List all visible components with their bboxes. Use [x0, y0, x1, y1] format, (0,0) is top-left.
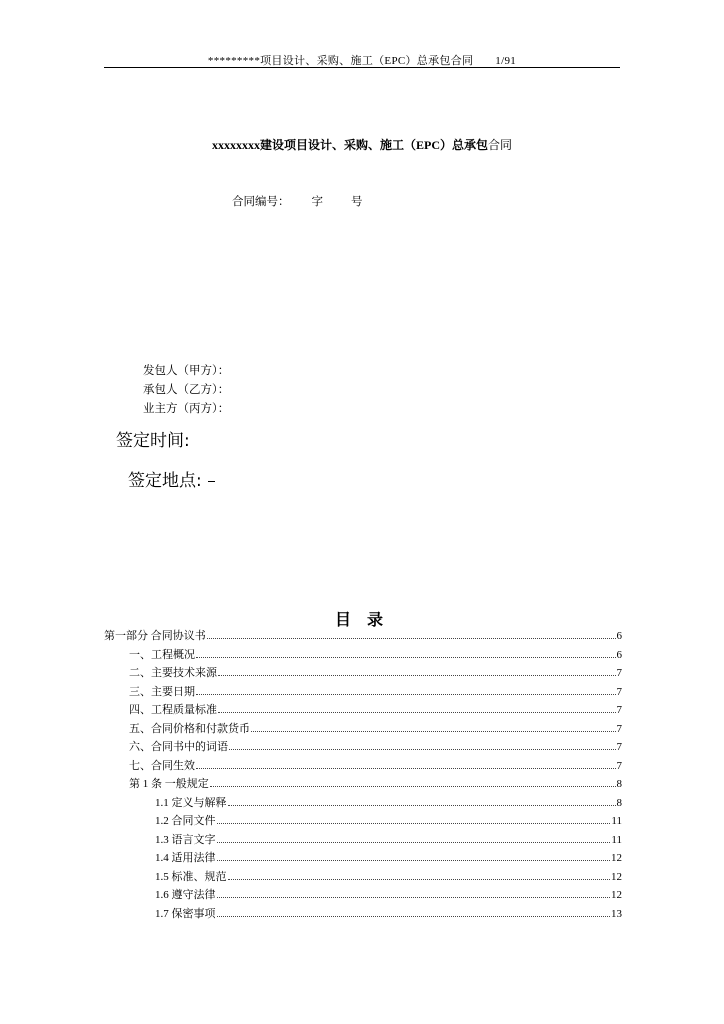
toc-entry[interactable] [155, 849, 622, 867]
toc-entry-page: 7 [616, 722, 622, 735]
toc-entry[interactable] [129, 701, 622, 719]
header-divider [104, 67, 620, 68]
toc-entry-title: 一、工程概况 [129, 648, 195, 661]
toc-leader-dots [207, 638, 616, 639]
toc-entry-title: 1.2 合同文件 [155, 815, 216, 827]
toc-leader-dots [217, 842, 611, 843]
toc-entry[interactable] [155, 905, 622, 923]
toc-entry-title: 1.1 定义与解释 [155, 796, 227, 809]
toc-entry-page: 12 [611, 870, 622, 883]
document-title-suffix: 合同 [488, 138, 513, 152]
toc-entry-title: 三、主要日期 [129, 685, 195, 698]
header-page-number: 1/91 [495, 55, 517, 67]
toc-entry-page: 11 [611, 833, 622, 846]
toc-entry-title: 四、工程质量标准 [129, 704, 217, 716]
toc-entry-title: 六、合同书中的词语 [129, 741, 228, 753]
toc-entry-title: 1.5 标准、规范 [155, 870, 227, 883]
toc-entry[interactable] [155, 886, 622, 904]
toc-entry-page: 12 [611, 852, 622, 864]
toc-entry-page: 8 [616, 796, 622, 809]
toc-leader-dots [228, 805, 616, 806]
toc-entry[interactable] [155, 794, 622, 812]
toc-leader-dots [196, 694, 616, 695]
contract-number-label: 合同编号： [232, 196, 290, 208]
toc-entry-page: 7 [616, 685, 622, 698]
toc-entry-title: 七、合同生效 [129, 759, 195, 772]
toc-entry-title: 五、合同价格和付款货币 [129, 722, 250, 735]
toc-entry-page: 7 [616, 704, 622, 716]
party-owner: 业主方（丙方）： [143, 403, 230, 415]
toc-entry-page: 7 [616, 759, 622, 772]
document-title-main: 建设项目设计、采购、施工（EPC）总承包 [259, 138, 488, 152]
toc-entry[interactable] [129, 775, 622, 793]
document-title-prefix: xxxxxxxx [211, 138, 260, 152]
header-title: *********项目设计、采购、施工（EPC）总承包合同 [207, 55, 474, 67]
signing-place [128, 466, 215, 491]
toc-leader-dots [217, 897, 611, 898]
toc-leader-dots [218, 712, 616, 713]
toc-entry-page: 13 [611, 907, 622, 920]
toc-entry[interactable] [129, 738, 622, 756]
toc-entry-title: 第一部分 合同协议书 [104, 630, 206, 642]
toc-leader-dots [217, 860, 611, 861]
toc-entry-title: 第 1 条 一般规定 [129, 778, 209, 790]
toc-heading: 目 录 [334, 612, 389, 629]
toc-entry-title: 二、主要技术来源 [129, 667, 217, 679]
contract-number [232, 193, 363, 209]
page-header [0, 52, 724, 68]
toc-entry[interactable] [129, 757, 622, 775]
signing-time [116, 426, 190, 451]
toc-entry-page: 6 [616, 630, 622, 642]
signing-place-label: 签定地点: [128, 471, 202, 491]
party-employer: 发包人（甲方）： [143, 365, 230, 377]
toc-entry[interactable] [155, 831, 622, 849]
toc-entry-page: 11 [611, 815, 622, 827]
toc-entry[interactable] [155, 868, 622, 886]
toc-entry[interactable] [129, 646, 622, 664]
toc-entry-page: 7 [616, 667, 622, 679]
toc-entry-page: 12 [611, 889, 622, 901]
toc-entry[interactable] [129, 720, 622, 738]
toc-entry[interactable] [129, 683, 622, 701]
contract-number-hao: 号 [351, 196, 363, 208]
signing-place-blank [208, 466, 215, 482]
toc-leader-dots [196, 768, 616, 769]
toc-entry-title: 1.4 适用法律 [155, 852, 216, 864]
toc-entry[interactable] [104, 627, 622, 645]
party-contractor: 承包人（乙方）： [143, 384, 230, 396]
signing-time-label: 签定时间: [116, 431, 190, 451]
toc-entry-title: 1.7 保密事项 [155, 907, 216, 920]
contract-number-zi: 字 [311, 196, 323, 208]
toc-leader-dots [196, 657, 616, 658]
toc-leader-dots [210, 786, 616, 787]
toc-entry[interactable] [129, 664, 622, 682]
toc-leader-dots [217, 916, 611, 917]
toc-entry[interactable] [155, 812, 622, 830]
toc-leader-dots [251, 731, 616, 732]
toc-leader-dots [228, 879, 611, 880]
toc-entry-title: 1.3 语言文字 [155, 833, 216, 846]
toc-leader-dots [218, 675, 616, 676]
toc-entry-page: 8 [616, 778, 622, 790]
toc-leader-dots [217, 823, 611, 824]
toc-leader-dots [229, 749, 616, 750]
toc-entry-page: 7 [616, 741, 622, 753]
toc-entry-page: 6 [616, 648, 622, 661]
document-title [0, 136, 724, 153]
toc-entry-title: 1.6 遵守法律 [155, 889, 216, 901]
